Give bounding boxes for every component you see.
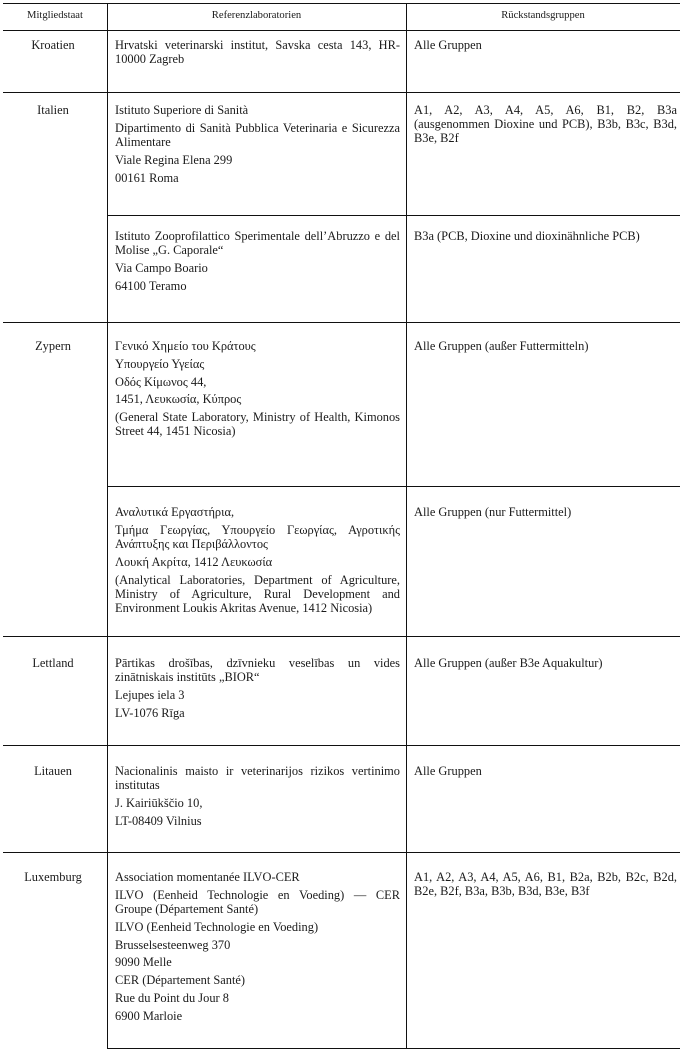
lab-line: Istituto Superiore di Sanità [115, 103, 249, 117]
subrow-divider [107, 486, 680, 487]
column-divider [107, 3, 108, 1049]
lab-line: 6900 Marloie [115, 1008, 183, 1023]
lab-line: J. Kairiūkščio 10, [115, 796, 203, 810]
lab-cell [115, 656, 400, 724]
lab-line: 1451, Λευκωσία, Κύπρος [115, 392, 242, 407]
row-divider [3, 636, 680, 637]
country-cell: Lettland [32, 656, 74, 670]
lab-line: Λουκή Ακρίτα, 1412 Λευκωσία [115, 554, 273, 569]
header-residue-groups: Rückstandsgruppen [501, 10, 585, 21]
lab-line: Istituto Zooprofilattico Sperimentale dell’Abruzzo e del Molise „G. Caporale“ [115, 229, 400, 258]
groups-cell: A1, A2, A3, A4, A5, A6, B1, B2, B3a (ausgenommen Dioxine und PCB), B3b, B3c, B3d, B3e, B2f [414, 103, 677, 146]
groups-cell: Alle Gruppen (außer Futtermitteln) [414, 339, 589, 353]
column-divider [406, 3, 407, 1049]
table-top-border [3, 3, 680, 4]
lab-line: Γενικό Χημείο του Κράτους [115, 339, 256, 353]
groups-cell: Alle Gruppen [414, 38, 482, 52]
groups-cell: Alle Gruppen (nur Futtermittel) [414, 505, 572, 519]
lab-cell [115, 229, 400, 297]
lab-cell [115, 38, 400, 70]
header-member-state: Mitgliedstaat [27, 10, 83, 21]
lab-line: Viale Regina Elena 299 [115, 152, 233, 167]
subrow-divider [107, 215, 680, 216]
lab-cell [115, 339, 400, 442]
lab-line: CER (Département Santé) [115, 973, 246, 988]
lab-line: Τμήμα Γεωργίας, Υπουργείο Γεωργίας, Αγροτικής Ανάπτυξης και Περιβάλλοντος [115, 522, 400, 551]
header-bottom-border [3, 30, 680, 31]
lab-line: ILVO (Eenheid Technologie en Voeding) [115, 919, 319, 934]
lab-line: Dipartimento di Sanità Pubblica Veterinaria e Sicurezza Alimentare [115, 120, 400, 149]
row-divider [3, 745, 680, 746]
lab-line: Brusselsesteenweg 370 [115, 937, 231, 952]
country-cell: Zypern [35, 339, 71, 353]
lab-line: ILVO (Eenheid Technologie en Voeding) — CER Groupe (Département Santé) [115, 887, 400, 916]
lab-cell [115, 103, 400, 188]
lab-line: LT-08409 Vilnius [115, 813, 202, 828]
lab-line: Association momentanée ILVO-CER [115, 870, 300, 884]
lab-line: Lejupes iela 3 [115, 688, 185, 702]
country-cell: Luxemburg [24, 870, 82, 884]
groups-cell: Alle Gruppen [414, 764, 482, 778]
lab-line: Pārtikas drošības, dzīvnieku veselības un vides zinātniskais institūts „BIOR“ [115, 656, 400, 685]
lab-line: (General State Laboratory, Ministry of Health, Kimonos Street 44, 1451 Nicosia) [115, 410, 400, 439]
row-divider [3, 852, 680, 853]
country-cell: Litauen [34, 764, 72, 778]
lab-cell [115, 764, 400, 832]
lab-line: Rue du Point du Jour 8 [115, 990, 229, 1005]
groups-cell: B3a (PCB, Dioxine und dioxinähnliche PCB) [414, 229, 640, 243]
country-cell: Italien [37, 103, 69, 117]
row-divider [3, 92, 680, 93]
lab-cell [115, 870, 400, 1027]
lab-line: LV-1076 Rīga [115, 705, 185, 720]
lab-line: (Analytical Laboratories, Department of Agriculture, Ministry of Agriculture, Rural Development and Environment Loukis Akritas Avenue, 1412 Nicosia) [115, 572, 400, 615]
lab-line: 9090 Melle [115, 955, 172, 970]
lab-line: Hrvatski veterinarski institut, Savska cesta 143, HR-10000 Zagreb [115, 38, 400, 67]
lab-line: Αναλυτικά Εργαστήρια, [115, 505, 235, 519]
row-divider [3, 322, 680, 323]
lab-line: Υπουργείο Υγείας [115, 356, 205, 371]
lab-line: Nacionalinis maisto ir veterinarijos rizikos vertinimo institutas [115, 764, 400, 793]
lab-line: Οδός Κίμωνος 44, [115, 374, 207, 389]
header-reference-labs: Referenzlaboratorien [211, 10, 302, 21]
table-bottom-border [107, 1048, 680, 1049]
groups-cell: A1, A2, A3, A4, A5, A6, B1, B2a, B2b, B2c, B2d, B2e, B2f, B3a, B3b, B3d, B3e, B3f [414, 870, 677, 899]
lab-line: Via Campo Boario [115, 261, 208, 275]
lab-line: 00161 Roma [115, 170, 179, 185]
lab-cell [115, 505, 400, 619]
groups-cell: Alle Gruppen (außer B3e Aquakultur) [414, 656, 603, 670]
lab-line: 64100 Teramo [115, 278, 187, 293]
country-cell: Kroatien [31, 38, 75, 52]
